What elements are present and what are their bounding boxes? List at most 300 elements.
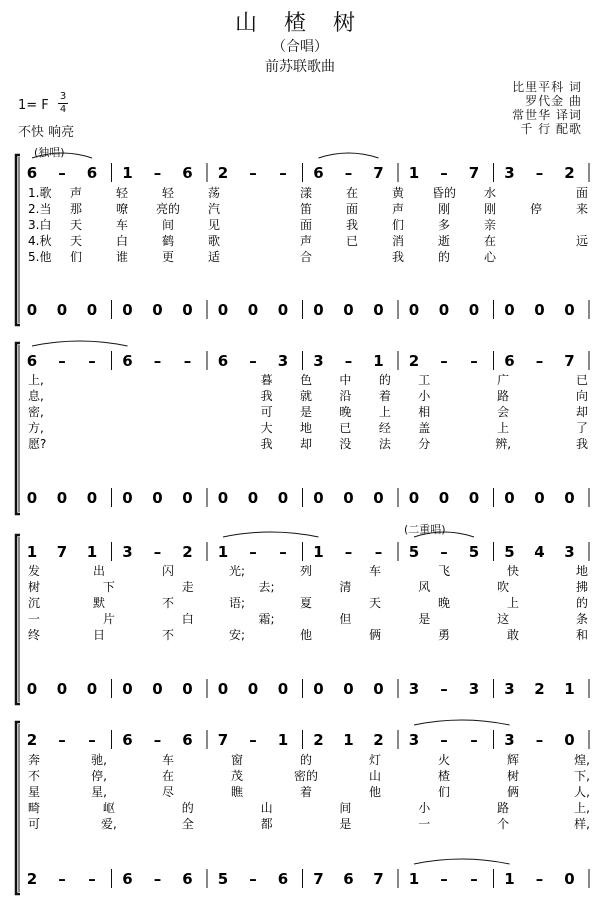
lower-note: 0: [122, 680, 133, 698]
upper-note: 6: [504, 352, 515, 370]
lyric-word: 5.他: [28, 250, 52, 264]
lyric-word: 法: [378, 437, 391, 451]
lower-note: 0: [217, 489, 229, 507]
lyric-word: 瞧: [230, 785, 244, 799]
lower-note: –: [153, 870, 162, 888]
upper-note: –: [470, 352, 478, 370]
upper-note: 1: [343, 731, 354, 749]
lyric-word: 见: [207, 218, 221, 232]
lower-note: 0: [217, 301, 229, 319]
lower-note: 6: [122, 870, 133, 888]
lower-note: 0: [373, 489, 384, 507]
upper-note: 1: [313, 543, 324, 561]
lyric-word: 他: [368, 785, 382, 799]
lyric-word: 条: [575, 612, 589, 626]
lower-note: 0: [247, 680, 259, 698]
lyric-word: 停,: [91, 769, 107, 783]
lower-note: 0: [152, 489, 163, 507]
lyric-word: 消: [391, 234, 405, 248]
lower-note: 0: [26, 301, 38, 319]
lyric-word: 们: [437, 785, 451, 799]
upper-note: 3: [408, 731, 420, 749]
lyric-word: 的: [378, 373, 391, 387]
lyric-word: 可: [260, 405, 273, 419]
lyric-word: 山: [368, 769, 382, 783]
upper-note: –: [535, 731, 544, 749]
upper-note: 6: [122, 352, 133, 370]
lyric-word: 黄: [391, 186, 405, 200]
upper-note: –: [535, 164, 544, 182]
lyric-word: 间: [339, 801, 352, 815]
upper-note: –: [440, 731, 448, 749]
upper-note: 6: [313, 164, 324, 182]
lower-note: 5: [217, 870, 229, 888]
lyric-word: 终: [28, 628, 41, 642]
lower-note: 0: [564, 489, 575, 507]
lyric-word: 驰,: [91, 753, 107, 767]
lyric-word: 上: [378, 405, 391, 419]
lyric-word: 已: [575, 373, 589, 387]
lyric-word: 我: [260, 389, 273, 403]
tie-mark: [32, 341, 128, 346]
lyric-word: 勇: [437, 628, 451, 642]
lower-note: 0: [277, 489, 289, 507]
credit-translator: 常世华 译词: [512, 108, 582, 122]
lower-note: 1: [564, 680, 575, 698]
lyric-word: 暮: [260, 373, 273, 387]
lyric-word: 在: [161, 769, 175, 783]
lower-note: 3: [408, 680, 420, 698]
lower-note: 0: [438, 301, 450, 319]
lower-note: 0: [86, 489, 98, 507]
upper-note: –: [440, 352, 448, 370]
lower-note: 0: [343, 680, 354, 698]
lyric-word: 霜;: [258, 612, 275, 626]
lyric-word: 是: [418, 612, 431, 626]
upper-note: –: [58, 352, 66, 370]
upper-note: –: [183, 352, 192, 370]
lower-note: –: [249, 870, 257, 888]
lyric-word: 闪: [161, 564, 175, 578]
lyric-word: 工: [418, 373, 431, 387]
lyric-word: 小: [418, 801, 431, 815]
lyric-word: 星,: [91, 785, 107, 799]
lyric-word: 逝: [437, 234, 451, 248]
lower-note: 2: [26, 870, 38, 888]
lyric-word: 辨,: [495, 437, 512, 451]
upper-note: –: [58, 731, 66, 749]
upper-note: 7: [468, 164, 480, 182]
upper-note: 2: [313, 731, 324, 749]
upper-note: –: [153, 164, 162, 182]
lyric-word: 已: [345, 234, 359, 248]
lower-note: 0: [468, 301, 480, 319]
lyric-word: 密的: [293, 769, 319, 783]
lyric-word: 吹: [497, 580, 510, 594]
lower-note: 0: [408, 489, 420, 507]
lyric-word: 辉: [506, 753, 520, 767]
tie-mark: [32, 153, 92, 158]
upper-note: 6: [182, 731, 193, 749]
upper-note: –: [440, 164, 448, 182]
upper-note: –: [470, 731, 478, 749]
upper-note: 5: [504, 543, 515, 561]
lyric-word: 面: [345, 202, 359, 216]
lyric-word: 沉: [28, 596, 41, 610]
credit-composer: 罗代金 曲: [525, 94, 582, 108]
lyric-word: 晚: [339, 405, 352, 419]
upper-note: –: [374, 543, 383, 561]
lyric-word: 上,: [28, 373, 44, 387]
lower-note: 0: [343, 301, 354, 319]
song-title: 山 楂 树: [235, 11, 365, 36]
lyric-word: 茂: [230, 769, 244, 783]
lower-note: 0: [504, 489, 515, 507]
lyric-word: 和: [575, 628, 589, 642]
lyric-word: 白: [115, 234, 129, 248]
lyric-word: 刚: [437, 202, 451, 216]
lyric-word: 相: [418, 405, 431, 419]
lower-note: 7: [373, 870, 384, 888]
upper-note: 1: [277, 731, 289, 749]
lower-note: –: [535, 870, 544, 888]
lyric-word: 笛: [299, 202, 313, 216]
credit-arranger: 千 行 配歌: [520, 122, 582, 136]
lyric-word: 面: [575, 186, 589, 200]
lyric-word: 地: [575, 564, 589, 578]
lyric-word: 上: [506, 596, 520, 610]
lyric-word: 不: [161, 628, 175, 642]
tie-mark: [319, 153, 379, 158]
lyric-word: 着: [378, 389, 391, 403]
duet-tag: (二重唱): [404, 523, 446, 536]
lyric-word: 我: [260, 437, 273, 451]
lyric-word: 在: [483, 234, 497, 248]
upper-note: 6: [86, 164, 98, 182]
lower-note: 0: [152, 680, 163, 698]
lyric-word: 广: [497, 373, 510, 387]
lyric-word: 的: [299, 753, 313, 767]
upper-note: 7: [373, 164, 384, 182]
lower-note: 0: [182, 489, 193, 507]
lyric-word: 上: [497, 421, 510, 435]
lyric-word: 就: [299, 389, 313, 403]
upper-note: 6: [122, 731, 133, 749]
lyric-word: 走: [181, 580, 194, 594]
lyric-word: 片: [102, 612, 115, 626]
upper-note: –: [249, 543, 257, 561]
lyric-word: 下: [102, 580, 115, 594]
lyric-word: 愿?: [28, 437, 47, 451]
lyric-word: 爱,: [100, 817, 117, 831]
lower-note: 0: [313, 301, 324, 319]
lyric-word: 适: [207, 250, 221, 264]
lyric-word: 多: [437, 218, 451, 232]
upper-note: –: [153, 731, 162, 749]
lyric-word: 荡: [207, 186, 221, 200]
upper-note: –: [88, 731, 96, 749]
lyric-word: 地: [299, 421, 313, 435]
lyric-word: 的: [181, 801, 194, 815]
lyric-word: 轻: [161, 186, 175, 200]
key-signature: 1= F: [18, 98, 49, 113]
lyric-word: 树: [28, 580, 41, 594]
upper-note: –: [249, 164, 257, 182]
lyric-word: 3.白: [28, 218, 52, 232]
lyric-word: 我: [575, 437, 589, 451]
upper-note: 0: [564, 731, 575, 749]
lower-note: 0: [534, 301, 545, 319]
lyric-word: 更: [161, 250, 175, 264]
lyric-word: 样,: [574, 817, 590, 831]
solo-tag: (独唱): [34, 146, 65, 159]
lyric-word: 声: [69, 186, 83, 200]
lyric-word: 路: [497, 389, 510, 403]
lower-note: 0: [313, 680, 324, 698]
lyric-word: 轻: [115, 186, 129, 200]
lyric-word: 谁: [115, 250, 129, 264]
lower-note: –: [470, 870, 478, 888]
credit-lyricist: 比里平科 词: [512, 80, 582, 94]
upper-note: 7: [56, 543, 68, 561]
lyric-word: 声: [391, 202, 405, 216]
lower-note: 0: [247, 301, 259, 319]
upper-note: 5: [468, 543, 480, 561]
upper-note: 6: [217, 352, 229, 370]
lyric-word: 1.歌: [28, 186, 52, 200]
upper-note: –: [279, 543, 287, 561]
upper-note: 1: [122, 164, 133, 182]
lyric-word: 可: [28, 817, 41, 831]
lyric-word: 那: [69, 202, 83, 216]
lower-note: 0: [122, 301, 133, 319]
lyric-word: 出: [92, 564, 106, 578]
lyric-word: 煌,: [574, 753, 590, 767]
upper-note: –: [535, 352, 544, 370]
lyric-word: 安;: [228, 628, 246, 642]
lyric-word: 声: [299, 234, 313, 248]
lyric-word: 着: [299, 785, 313, 799]
lyric-word: 来: [575, 202, 589, 216]
upper-note: 3: [277, 352, 289, 370]
upper-note: 3: [564, 543, 575, 561]
upper-note: –: [88, 352, 96, 370]
lyric-word: 我: [391, 250, 405, 264]
lower-note: 0: [277, 301, 289, 319]
lower-note: 2: [534, 680, 545, 698]
lyric-word: 汽: [207, 202, 221, 216]
lower-note: 0: [122, 489, 133, 507]
lyric-word: 灯: [368, 753, 382, 767]
lyric-word: 一: [28, 612, 41, 626]
lyric-word: 日: [92, 628, 106, 642]
lower-note: 0: [373, 301, 384, 319]
lyric-word: 白: [181, 612, 194, 626]
lyric-word: 人,: [574, 785, 590, 799]
lyric-word: 嘹: [115, 202, 129, 216]
lower-note: 6: [277, 870, 289, 888]
upper-note: –: [153, 543, 162, 561]
lyric-word: 会: [497, 405, 510, 419]
lyric-word: 心: [483, 250, 497, 264]
lyric-word: 是: [339, 817, 352, 831]
lyric-word: 沿: [339, 389, 352, 403]
lyric-word: 我: [345, 218, 359, 232]
upper-note: –: [344, 543, 353, 561]
lyric-word: 间: [161, 218, 175, 232]
lyric-word: 向: [575, 389, 589, 403]
lyric-word: 山: [260, 801, 273, 815]
lyric-word: 却: [299, 437, 313, 451]
lower-note: –: [440, 680, 448, 698]
lyric-word: 是: [299, 405, 313, 419]
tie-mark: [414, 859, 510, 864]
lyric-word: 下,: [574, 769, 590, 783]
lyric-word: 小: [418, 389, 431, 403]
lyric-word: 楂: [437, 769, 451, 783]
upper-note: –: [440, 543, 448, 561]
upper-note: –: [153, 352, 162, 370]
upper-note: 1: [408, 164, 420, 182]
lyric-word: 昏的: [431, 186, 457, 200]
lower-note: 0: [26, 680, 38, 698]
lower-note: 0: [86, 680, 98, 698]
upper-note: 6: [26, 164, 38, 182]
upper-note: 6: [26, 352, 38, 370]
upper-note: –: [249, 731, 257, 749]
lyric-word: 清: [339, 580, 352, 594]
lower-note: –: [440, 870, 448, 888]
upper-note: 2: [564, 164, 575, 182]
lyric-word: 不: [28, 769, 41, 783]
upper-note: –: [344, 164, 353, 182]
upper-note: 1: [373, 352, 384, 370]
lyric-word: 的: [437, 250, 451, 264]
upper-note: 2: [217, 164, 229, 182]
lyric-word: 经: [378, 421, 391, 435]
upper-note: 1: [26, 543, 38, 561]
lyric-word: 晚: [437, 596, 451, 610]
lyric-word: 上,: [574, 801, 590, 815]
lyric-word: 不: [161, 596, 175, 610]
upper-note: 6: [182, 164, 193, 182]
lower-note: 0: [504, 301, 515, 319]
upper-note: 4: [534, 543, 545, 561]
upper-note: 1: [86, 543, 98, 561]
lyric-word: 的: [575, 596, 589, 610]
tie-mark: [414, 720, 510, 725]
lyric-word: 列: [299, 564, 313, 578]
upper-note: 3: [122, 543, 133, 561]
lyric-word: 畸: [28, 801, 41, 815]
lyric-word: 拂: [575, 580, 589, 594]
lower-note: 0: [468, 489, 480, 507]
lyric-word: 一: [418, 817, 431, 831]
lyric-word: 水: [483, 186, 497, 200]
upper-note: 2: [408, 352, 420, 370]
lower-note: 0: [56, 680, 68, 698]
upper-note: –: [249, 352, 257, 370]
lower-note: 1: [504, 870, 515, 888]
lyric-word: 都: [260, 817, 273, 831]
tie-mark: [414, 532, 474, 537]
tie-mark: [223, 532, 319, 537]
lyric-word: 光;: [228, 564, 246, 578]
lyric-word: 远: [575, 234, 589, 248]
lower-note: –: [58, 870, 66, 888]
lyric-word: 窗: [230, 753, 244, 767]
upper-note: 2: [26, 731, 38, 749]
lyric-word: 飞: [437, 564, 451, 578]
upper-note: –: [58, 164, 66, 182]
lower-note: 0: [56, 301, 68, 319]
lyric-word: 没: [339, 437, 352, 451]
song-origin: 前苏联歌曲: [265, 59, 335, 75]
lyric-word: 车: [368, 564, 382, 578]
upper-note: –: [279, 164, 287, 182]
song-subtitle: （合唱）: [272, 39, 328, 55]
lyric-word: 了: [575, 421, 589, 435]
lyric-word: 快: [506, 564, 520, 578]
lyric-word: 发: [28, 564, 41, 578]
lyric-word: 去;: [258, 580, 275, 594]
upper-note: –: [344, 352, 353, 370]
lower-note: 0: [564, 301, 575, 319]
lyric-word: 默: [92, 596, 106, 610]
lower-note: 7: [313, 870, 324, 888]
lower-note: 0: [182, 301, 193, 319]
lower-note: 0: [564, 870, 575, 888]
upper-note: 7: [564, 352, 575, 370]
lyric-word: 合: [299, 250, 313, 264]
lower-note: 0: [182, 680, 193, 698]
upper-note: 3: [504, 731, 515, 749]
lyric-word: 盖: [418, 421, 431, 435]
lower-note: 0: [343, 489, 354, 507]
lower-note: –: [88, 870, 96, 888]
lyric-word: 这: [497, 612, 510, 626]
lyric-word: 天: [69, 234, 83, 248]
lyric-word: 们: [69, 250, 83, 264]
lyric-word: 鹤: [161, 234, 175, 248]
lyric-word: 却: [575, 405, 589, 419]
lyric-word: 敢: [506, 628, 520, 642]
lyric-word: 们: [391, 218, 405, 232]
lyric-word: 岖: [102, 801, 115, 815]
lyric-word: 停: [529, 202, 543, 216]
lyric-word: 俩: [368, 628, 382, 642]
lyric-word: 4.秋: [28, 234, 52, 248]
upper-note: 2: [373, 731, 384, 749]
lower-note: 0: [56, 489, 68, 507]
upper-note: 5: [408, 543, 420, 561]
lyric-word: 火: [437, 753, 451, 767]
lower-note: 0: [152, 301, 163, 319]
time-signature-top: 3: [59, 91, 67, 102]
lower-note: 0: [534, 489, 545, 507]
upper-note: 1: [217, 543, 229, 561]
lyric-word: 他: [299, 628, 313, 642]
lyric-word: 色: [299, 373, 313, 387]
lyric-word: 个: [497, 817, 510, 831]
lower-note: 0: [373, 680, 384, 698]
lyric-word: 夏: [299, 596, 313, 610]
lyric-word: 2.当: [28, 202, 52, 216]
lyric-word: 漾: [299, 186, 313, 200]
lyric-word: 亮的: [155, 202, 181, 216]
lyric-word: 车: [115, 218, 129, 232]
lyric-word: 亲: [483, 218, 497, 232]
